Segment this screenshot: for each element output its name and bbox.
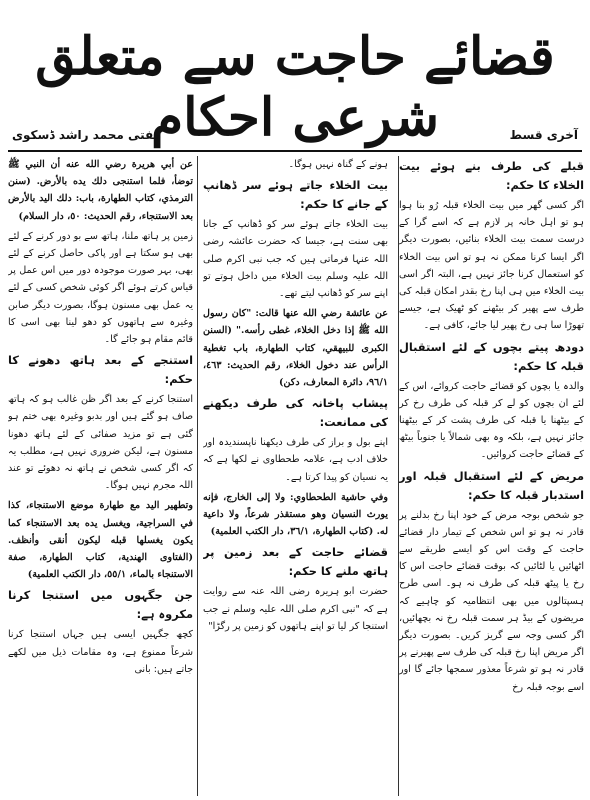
section-heading: بیت الخلاء جاتے ہوئے سر ڈھانپ کے جانے کا حکم:	[203, 178, 388, 212]
paragraph: جو شخص بوجہ مرض کے خود اپنا رخ بدلنے پر قادر نہ ہو تو اس شخص کے تیمار دار قضائے حاجت کے وقت اس کو ایسے طریقے سے اٹھائیں یا لٹائیں کہ بوقت قضائے حاجت اس کا رخ یا پیٹھ قبلہ کی طرف نہ ہو۔ اسی طرح ہسپتالوں میں بھی انتظامیہ کو چاہیے کہ مریضوں کے بیڈ ہر سمت قبلہ رخ نہ بچھائیں، اگر کسی وجہ سے گریز کریں۔ بصورت دیگر اگر مریض اپنا رخ قبلہ کی طرف سے پھیرنے پر قادر نہ ہو تو شرعاً معذور سمجھا جائے گا اور اسے بوجہ قبلہ رخ	[399, 509, 584, 693]
author-name: مفتی محمد راشد ڈسکوی	[12, 128, 162, 142]
arabic-citation: عن عائشة رضي الله عنها قالت: "كان رسول الله ﷺ إذا دخل الخلاء، غطى رأسه." (السنن الكبرى للبيهقي، كتاب الطهارة، باب تغطية الرأس عند دخول الخلاء، رقم الحديث: ٤٦٣، ٩٦/١، دائرة المعارف، دكن)	[203, 308, 388, 389]
article-part-label: آخری قسط	[509, 128, 578, 142]
article-column-left	[8, 156, 193, 796]
paragraph: اپنے بول و براز کی طرف دیکھنا ناپسندیدہ اور خلاف ادب ہے، علامہ طحطاوی نے لکھا ہے کہ یہ نسیان کو پیدا کرتا ہے۔	[203, 437, 388, 483]
arabic-citation: وفي حاشية الطحطاوي: ولا إلى الخارج، فإنه يورث النسيان وهو مستقذر شرعاً، ولا داعية له. (كتاب الطهارة، ٣٦/١، دار الكتب العلمية)	[203, 491, 388, 538]
section-heading: مریض کے لئے استقبال قبلہ اور استدبار قبلہ کا حکم:	[399, 468, 584, 502]
header-rule	[8, 150, 582, 152]
paragraph: اگر کسی گھر میں بیت الخلاء قبلہ رُو بنا ہوا ہو تو اہل خانہ پر لازم ہے کہ اسے گرا کے درست سمت بیت الخلاء بنائیں، بصورت دیگر اگر ایسا کرنا ممکن نہ ہو تو اس بیت الخلاء کو استعمال کرنا جائز نہیں ہے، البتہ اگر اسی بیت الخلاء میں ہی اپنا رخ بقدر امکان قبلہ کی طرف سے پھیر کر بیٹھنے کو ٹھیک ہے، جیسے تھوڑا سا ہی رخ پھیر لیا جائے، کافی ہے۔	[399, 200, 584, 332]
arabic-citation: عن أبي هريرة رضي الله عنه أن النبي ﷺ توضأ، فلما استنجى دلك يده بالأرض. (سنن الترمذي، كتاب الطهارة، باب: دلك اليد بالأرض بعد الاستنجاء، رقم الحديث: ٥٠، دار السلام)	[8, 159, 193, 222]
column-divider	[398, 156, 399, 796]
column-divider	[197, 156, 198, 796]
arabic-citation: وتطهير اليد مع طهارة موضع الاستنجاء، كذا في السراجية، ويغسل يده بعد الاستنجاء كما يكون يغسلها قبله ليكون أنقى وأنظف. (الفتاوى الهندية، كتاب الطهارة، صفة الاستنجاء بالماء، ٥٥/١، دار الكتب العلمية)	[8, 500, 193, 581]
section-heading: قبلے کی طرف بنے ہوئے بیت الخلاء کا حکم:	[399, 159, 584, 192]
paragraph: زمین پر ہاتھ ملنا، ہاتھ سے بو دور کرنے کے لئے بھی ہو سکتا ہے اور پاکی حاصل کرنے کے لئے بھی، بہر صورت موجودہ دور میں اس عمل پر قیاس کرتے ہوئے اگر کوئی شخص کسی کے لئے یہ عمل بھی مسنون ہوگا، بصورت دیگر صابن وغیرہ سے ہاتھوں کو دھو لینا بھی اسی کا قائم مقام ہو جائے گا۔	[8, 230, 193, 346]
paragraph: استنجا کرنے کے بعد اگر ظن غالب ہو کہ ہاتھ صاف ہو گئے ہیں اور بدبو وغیرہ بھی ختم ہو گئی ہے تو مزید صفائی کے لئے ہاتھ دھونا مسنون ہے، لیکن ضروری نہیں ہے، مطلب یہ کہ اگر کسی شخص نے ہاتھ نہ دھوئے تو عند اللہ مجرم نہیں ہوگا۔	[8, 394, 193, 492]
section-heading: قضائے حاجت کے بعد زمین پر ہاتھ ملنے کا حکم:	[203, 545, 388, 579]
paragraph: بیت الخلاء جاتے ہوئے سر کو ڈھانپ کے جانا بھی سنت ہے، جیسا کہ حضرت عائشہ رضی اللہ عنہا فرماتی ہیں کہ جب نبی اکرم صلی اللہ علیہ وسلم بیت الخلاء میں داخل ہوتے تو اپنے سر کو ڈھانپ لیتے تھے۔	[203, 219, 388, 300]
article-column-middle	[203, 156, 388, 796]
paragraph: ہونے کے گناہ نہیں ہوگا۔	[288, 159, 388, 170]
section-heading: جن جگہوں میں استنجا کرنا مکروہ ہے:	[8, 588, 193, 622]
section-heading: استنجے کے بعد ہاتھ دھونے کا حکم:	[8, 353, 193, 387]
paragraph: کچھ جگہیں ایسی ہیں جہاں استنجا کرنا شرعاً ممنوع ہے، وہ مقامات ذیل میں لکھے جاتے ہیں: بانی	[8, 629, 193, 675]
section-heading: پیشاب پاخانہ کی طرف دیکھنے کی ممانعت:	[203, 396, 388, 430]
section-heading: دودھ پیتے بچوں کے لئے استقبال قبلہ کا حکم:	[399, 339, 584, 373]
article-column-right	[399, 156, 584, 796]
article-headline: قضائے حاجت سے متعلق شرعی احکام	[35, 26, 555, 148]
paragraph: حضرت ابو ہریرہ رضی اللہ عنہ سے روایت ہے کہ "نبی اکرم صلی اللہ علیہ وسلم نے جب استنجا کر لیا تو اپنے ہاتھوں کو زمین پر رگڑا"	[203, 586, 388, 632]
paragraph: والدہ یا بچوں کو قضائے حاجت کروائے، اس کے لئے ان بچوں کو لے کر قبلہ کی طرف رخ کر کے بیٹھنا یا قبلہ کی طرف پشت کر کے بیٹھنا جائز نہیں ہے، بلکہ وہ بھی شمالاً یا جنوباً بیٹھ کے قضائے حاجت کروائیں۔	[399, 380, 584, 461]
byline-bar	[12, 128, 578, 146]
